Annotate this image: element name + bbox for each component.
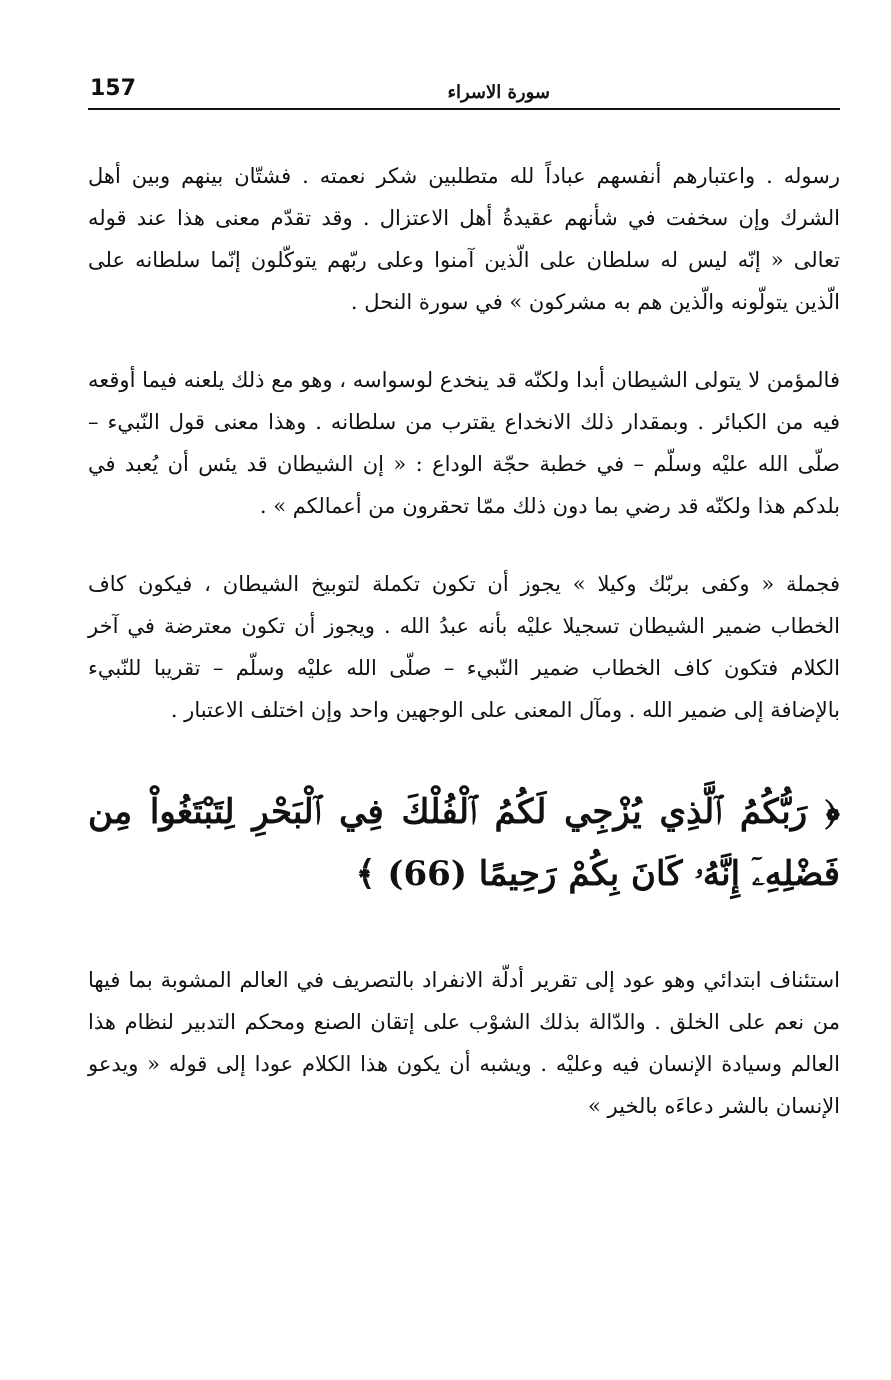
page-number: 157: [90, 76, 136, 101]
paragraph-4: استئناف ابتدائي وهو عود إلى تقرير أدلّة الانفراد بالتصريف في العالم المشوبة بما فيها من نعم على الخلق . والدّالة بذلك الشوْب على إتقان الصنع ومحكم التدبير لنظام هذا العالم وسيادة الإنسان فيه وعليْه . ويشبه أن يكون هذا الكلام عودا إلى قوله « ويدعو الإنسان بالشر دعاءَه بالخير »: [88, 968, 840, 1118]
page-header: [88, 72, 840, 112]
page-body: [88, 155, 840, 1127]
paragraph-3: فجملة « وكفى بربّك وكيلا » يجوز أن تكون تكملة لتوبيخ الشيطان ، فيكون كاف الخطاب ضمير الشيطان تسجيلا عليْه بأنه عبدُ الله . ويجوز أن تكون معترضة في آخر الكلام فتكون كاف الخطاب ضمير النّبيء – صلّى الله عليْه وسلّم – تقريبا للنّبيء بالإضافة إلى ضمير الله . ومآل المعنى على الوجهين واحد وإن اختلف الاعتبار .: [88, 572, 840, 722]
running-title: سورة الاسراء: [447, 82, 550, 103]
paragraph-2: فالمؤمن لا يتولى الشيطان أبدا ولكنّه قد ينخدع لوسواسه ، وهو مع ذلك يلعنه فيما أوقعه فيه من الكبائر . وبمقدار ذلك الانخداع يقترب من سلطانه . وهذا معنى قول النّبيء – صلّى الله عليْه وسلّم – في خطبة حجّة الوداع : « إن الشيطان قد يئس أن يُعبد في بلدكم هذا ولكنّه قد رضي بما دون ذلك ممّا تحقرون من أعمالكم » .: [88, 368, 840, 518]
paragraph-1: رسوله . واعتبارهم أنفسهم عباداً لله متطلبين شكر نعمته . فشتّان بينهم وبين أهل الشرك وإن سخفت في شأنهم عقيدةُ أهل الاعتزال . وقد تقدّم معنى هذا عند قوله تعالى « إنّه ليس له سلطان على الّذين آمنوا وعلى ربّهم يتوكّلون إنّما سلطانه على الّذين يتولّونه والّذين هم به مشركون » في سورة النحل .: [88, 164, 840, 314]
header-rule: [88, 108, 840, 110]
quran-verse: ﴿ رَبُّكُمُ ٱلَّذِي يُزْجِي لَكُمُ ٱلْفُلْكَ فِي ٱلْبَحْرِ لِتَبْتَغُواْ مِن فَضْلِهِۦٓ إِنَّهُۥ كَانَ بِكُمْ رَحِيمًا (66) ﴾: [88, 792, 840, 894]
